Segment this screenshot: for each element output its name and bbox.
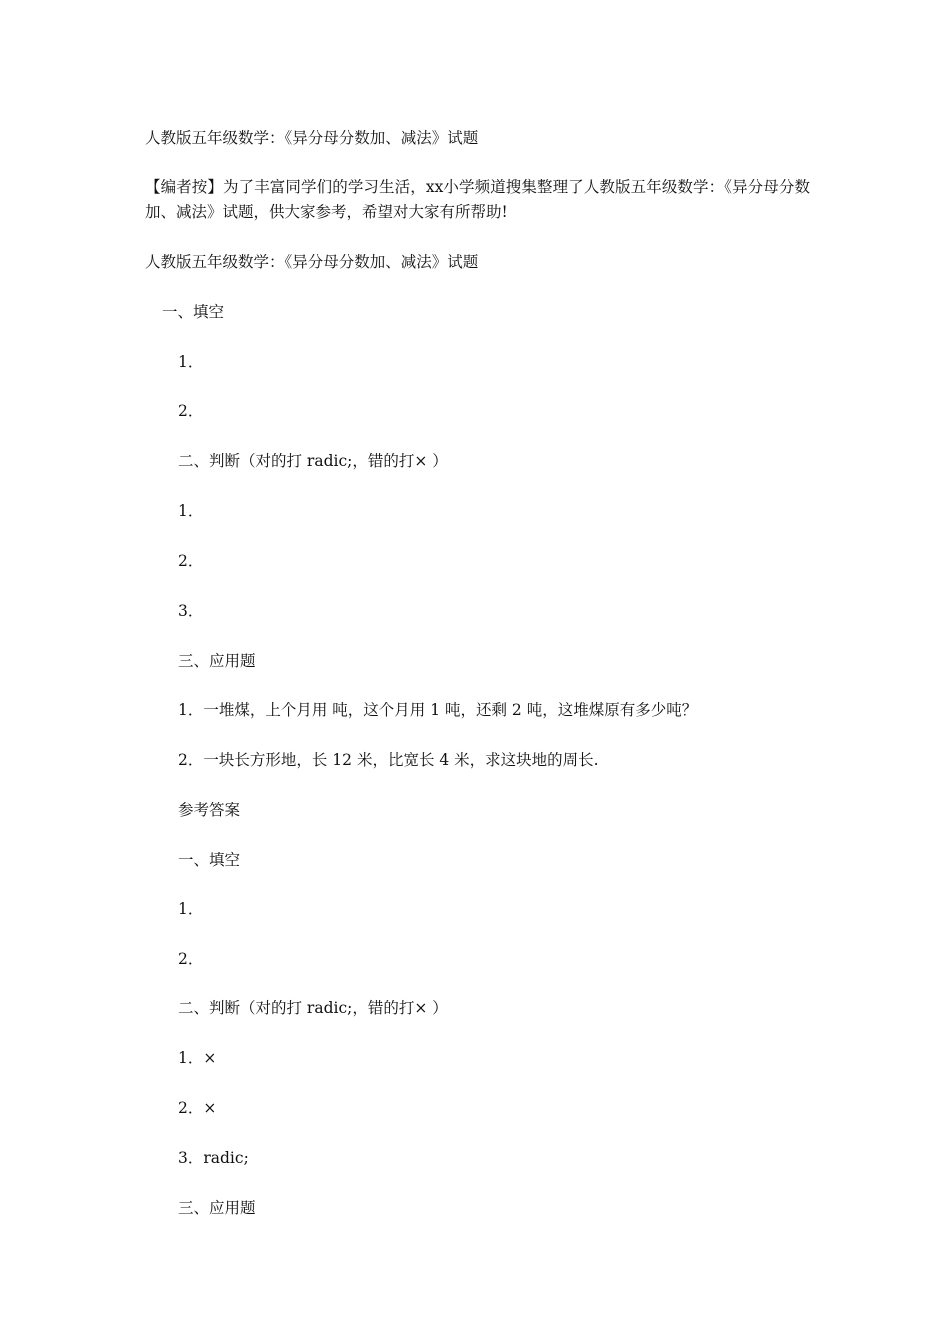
answers-section-judge: 二、判断（对的打 radic;，错的打× ）: [178, 999, 448, 1017]
section-judge: 二、判断（对的打 radic;，错的打× ）: [178, 452, 448, 470]
answers-heading: 参考答案: [178, 801, 241, 819]
editor-note-paragraph: 【编者按】为了丰富同学们的学习生活，xx小学频道搜集整理了人教版五年级数学：《异分母分数加、减法》试题，供大家参考，希望对大家有所帮助!: [145, 178, 810, 221]
document-subtitle: 人教版五年级数学：《异分母分数加、减法》试题: [145, 253, 479, 271]
answer-judge-item-3: 3．radic;: [178, 1149, 249, 1167]
fill-item-2: 2．: [178, 402, 204, 420]
application-item-2: 2．一块长方形地，长 12 米，比宽长 4 米，求这块地的周长.: [178, 751, 599, 769]
fill-item-1: 1．: [178, 353, 204, 371]
document-title: 人教版五年级数学：《异分母分数加、减法》试题: [145, 129, 479, 147]
answers-section-fill: 一、填空: [178, 851, 241, 869]
answers-section-application: 三、应用题: [178, 1199, 256, 1217]
answer-fill-item-1: 1．: [178, 900, 204, 918]
answer-fill-item-2: 2．: [178, 950, 204, 968]
section-fill-blank: 一、填空: [162, 303, 225, 321]
judge-item-1: 1．: [178, 502, 204, 520]
judge-item-3: 3．: [178, 602, 204, 620]
answer-judge-item-2: 2．×: [178, 1099, 217, 1117]
application-item-1: 1．一堆煤，上个月用 吨，这个月用 1 吨，还剩 2 吨，这堆煤原有多少吨？: [178, 701, 698, 719]
section-application: 三、应用题: [178, 652, 256, 670]
judge-item-2: 2．: [178, 552, 204, 570]
answer-judge-item-1: 1．×: [178, 1049, 217, 1067]
